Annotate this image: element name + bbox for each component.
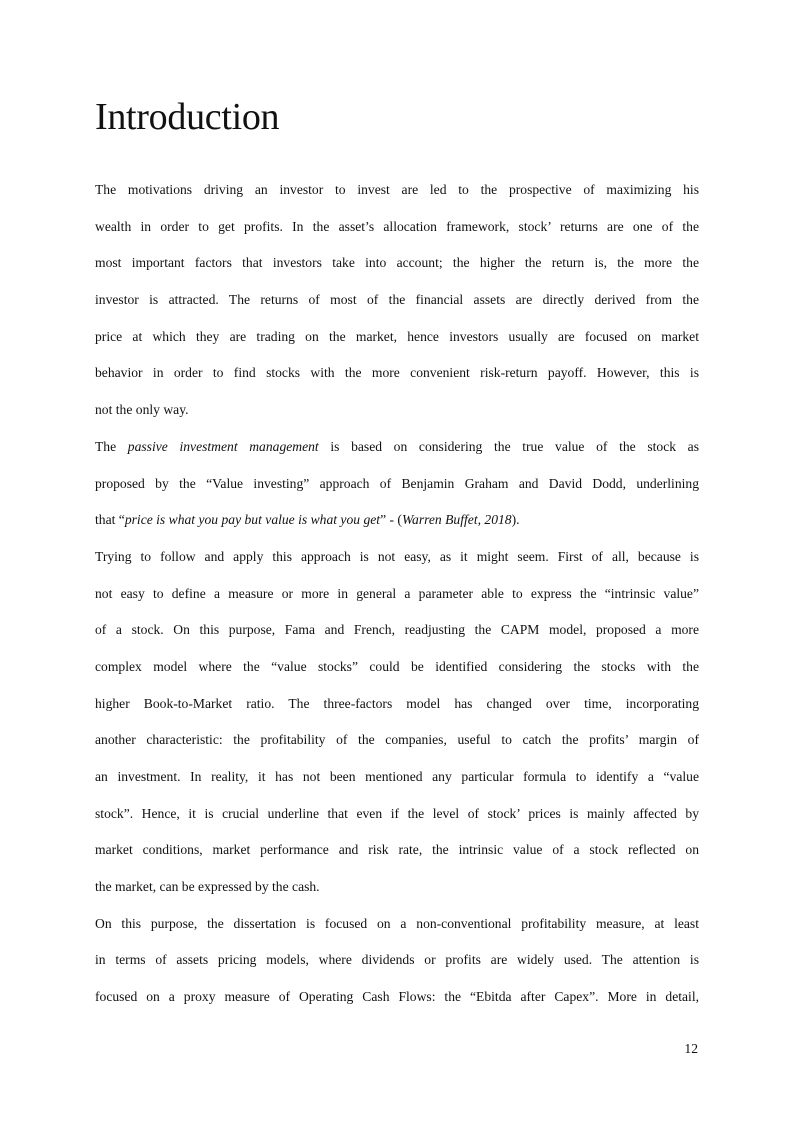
text-segment: wealth in order to get profits. In the asset’s allocation framework, stock’ returns are one of the xyxy=(95,218,699,234)
text-line xyxy=(95,245,699,282)
text-line xyxy=(95,209,699,246)
text-line xyxy=(95,612,699,649)
body-text xyxy=(95,172,699,1016)
text-segment: market conditions, market performance and risk rate, the intrinsic value of a stock reflected on xyxy=(95,842,699,858)
text-segment: proposed by the “Value investing” approach of Benjamin Graham and David Dodd, underlining xyxy=(95,475,699,491)
text-line xyxy=(95,355,699,392)
italic-quote: price is what you pay but value is what you get xyxy=(124,512,381,528)
text-line xyxy=(95,172,699,209)
text-segment: not easy to define a measure or more in general a parameter able to express the “intrinsic value” xyxy=(95,585,699,601)
page-number: 12 xyxy=(684,1041,698,1056)
page-title: Introduction xyxy=(95,96,280,138)
text-line xyxy=(95,869,699,906)
text-segment: focused on a proxy measure of Operating Cash Flows: the “Ebitda after Capex”. More in detail, xyxy=(95,989,699,1005)
text-line xyxy=(95,282,699,319)
text-line xyxy=(95,466,699,503)
text-segment: that “ xyxy=(95,512,125,528)
text-segment: ” - ( xyxy=(380,512,402,528)
text-line xyxy=(95,979,699,1016)
text-line xyxy=(95,686,699,723)
italic-term: passive investment management xyxy=(127,438,319,454)
text-segment: complex model where the “value stocks” could be identified considering the stocks with the xyxy=(95,658,699,674)
text-segment: of a stock. On this purpose, Fama and French, readjusting the CAPM model, proposed a more xyxy=(95,622,699,638)
text-line xyxy=(95,649,699,686)
text-line xyxy=(95,502,699,539)
text-line xyxy=(95,576,699,613)
text-segment: Trying to follow and apply this approach is not easy, as it might seem. First of all, because is xyxy=(95,548,699,564)
text-line xyxy=(95,942,699,979)
text-segment: not the only way. xyxy=(95,402,189,418)
text-segment: higher Book-to-Market ratio. The three-factors model has changed over time, incorporating xyxy=(95,695,699,711)
text-line xyxy=(95,429,699,466)
text-line xyxy=(95,319,699,356)
text-line xyxy=(95,796,699,833)
text-line xyxy=(95,392,699,429)
text-line xyxy=(95,832,699,869)
text-segment: investor is attracted. The returns of most of the financial assets are directly derived from the xyxy=(95,292,699,308)
text-segment: On this purpose, the dissertation is focused on a non-conventional profitability measure, at least xyxy=(95,915,699,931)
text-segment: The motivations driving an investor to invest are led to the prospective of maximizing his xyxy=(95,182,699,197)
text-segment: The xyxy=(95,438,128,454)
text-segment: behavior in order to find stocks with the more convenient risk-return payoff. However, this is xyxy=(95,365,699,381)
text-segment: most important factors that investors take into account; the higher the return is, the more the xyxy=(95,255,699,271)
text-segment: is based on considering the true value of the stock as xyxy=(318,438,700,454)
text-segment: the market, can be expressed by the cash. xyxy=(95,879,320,895)
text-line xyxy=(95,906,699,943)
text-line xyxy=(95,539,699,576)
text-segment: in terms of assets pricing models, where dividends or profits are widely used. The attention is xyxy=(95,952,699,968)
text-line xyxy=(95,759,699,796)
text-segment: an investment. In reality, it has not been mentioned any particular formula to identify a “value xyxy=(95,769,699,784)
text-segment: ). xyxy=(511,512,520,528)
text-segment: price at which they are trading on the market, hence investors usually are focused on market xyxy=(95,328,699,344)
italic-citation: Warren Buffet, 2018 xyxy=(401,512,512,528)
text-line xyxy=(95,722,699,759)
text-segment: stock”. Hence, it is crucial underline that even if the level of stock’ prices is mainly affected by xyxy=(95,805,699,821)
text-segment: another characteristic: the profitability of the companies, useful to catch the profits’ margin of xyxy=(95,732,699,748)
